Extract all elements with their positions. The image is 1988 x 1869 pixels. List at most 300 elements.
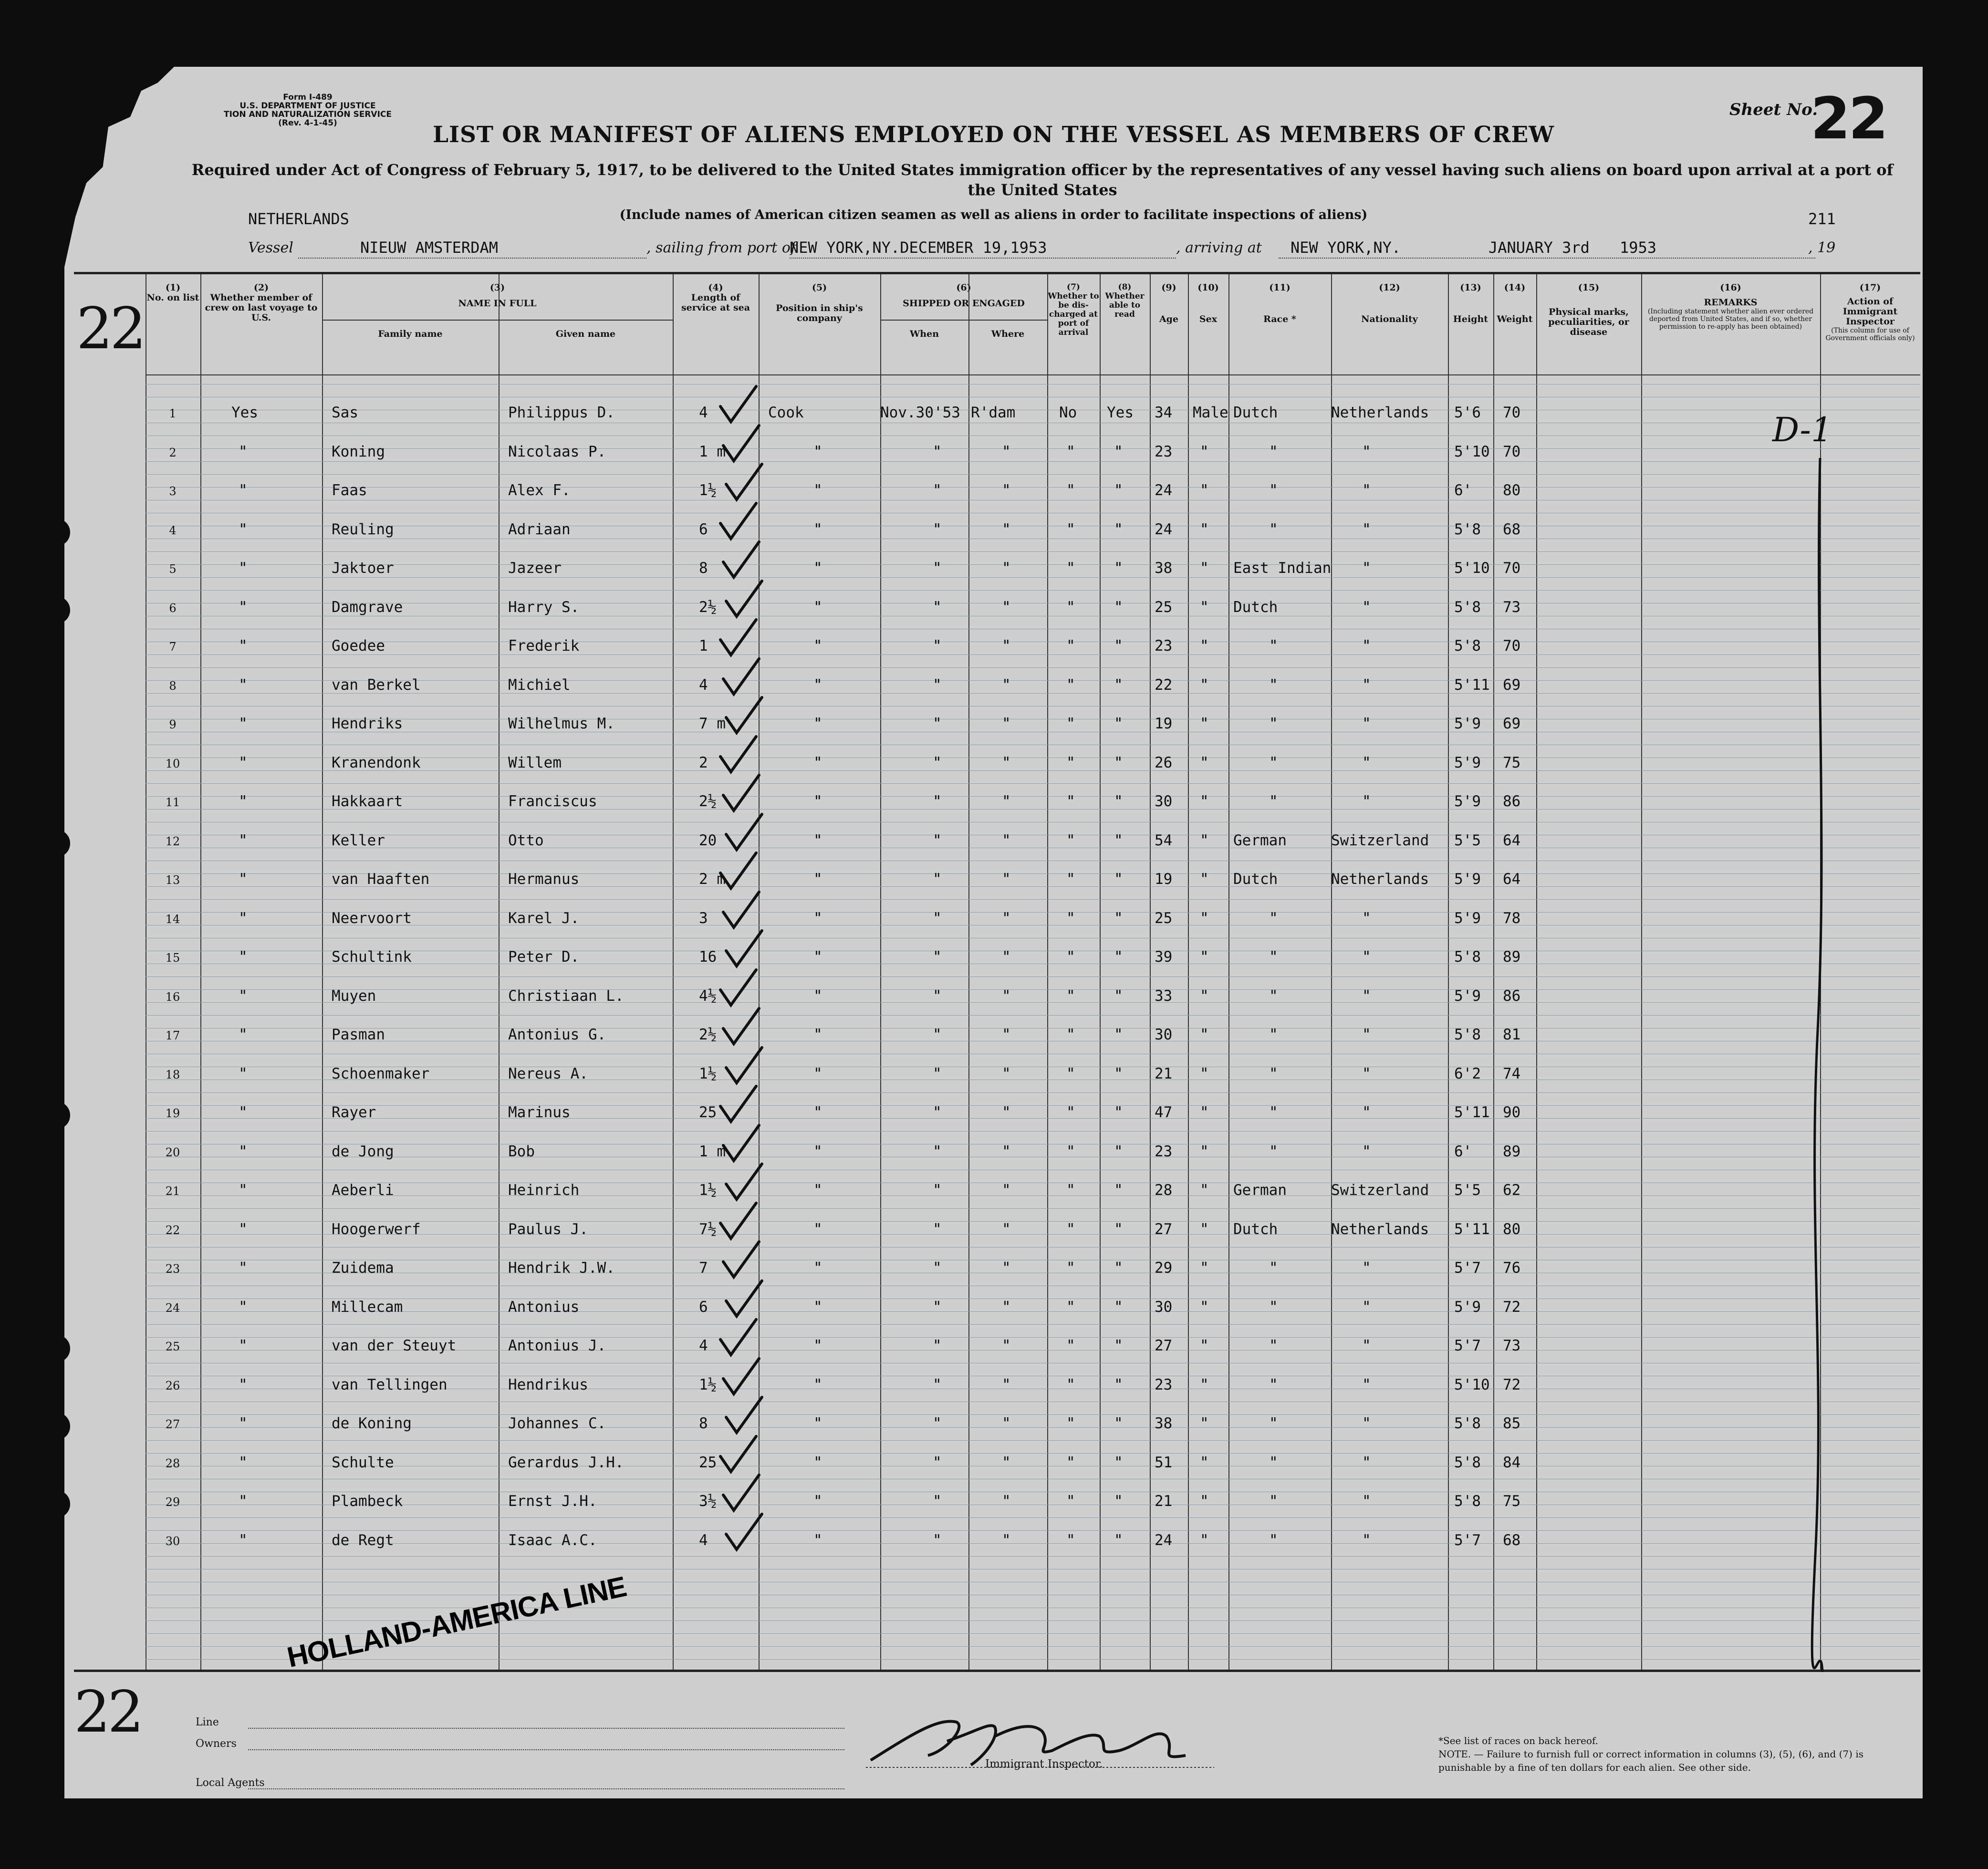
cell-service: 1½ <box>699 482 717 499</box>
vessel-underline <box>298 258 646 259</box>
column-rule <box>1047 274 1048 1670</box>
cell-nationality: " <box>1362 482 1371 499</box>
header-col-11-num: (11) <box>1269 282 1291 293</box>
cell-where: " <box>1002 1065 1011 1082</box>
cell-discharged: " <box>1066 443 1075 460</box>
cell-service: 1½ <box>699 1182 717 1199</box>
sailing-label: , sailing from port of <box>646 239 796 256</box>
column-rule <box>1150 274 1151 1670</box>
cell-race: " <box>1269 715 1278 732</box>
cell-where: " <box>1002 1454 1011 1471</box>
cell-height: 5'11 <box>1454 676 1490 694</box>
binder-hole <box>64 1491 70 1517</box>
cell-age: 38 <box>1155 1415 1173 1432</box>
check-mark <box>716 1433 759 1475</box>
cell-read: " <box>1114 482 1123 499</box>
cell-sex: " <box>1200 1142 1209 1160</box>
manifest-sheet <box>64 67 1923 1798</box>
cell-read: Yes <box>1107 404 1134 421</box>
cell-nationality: " <box>1362 1415 1371 1432</box>
header-col-3 <box>322 283 673 309</box>
cell-race: " <box>1269 909 1278 927</box>
cell-age: 34 <box>1155 404 1173 421</box>
cell-where: " <box>1002 715 1011 732</box>
cell-height: 5'9 <box>1454 793 1481 810</box>
cell-nationality: " <box>1362 793 1371 810</box>
cell-family: Neervoort <box>332 909 412 927</box>
binder-hole <box>64 1413 70 1440</box>
header-rule <box>146 374 1920 375</box>
cell-age: 26 <box>1155 754 1173 771</box>
cell-read: " <box>1114 443 1123 460</box>
cell-age: 21 <box>1155 1493 1173 1510</box>
cell-position: " <box>813 520 822 538</box>
check-mark <box>718 422 761 465</box>
check-mark <box>716 1316 759 1359</box>
cell-when: " <box>933 831 942 849</box>
cell-given: Isaac A.C. <box>508 1531 597 1549</box>
binder-hole <box>64 597 70 623</box>
cell-read: " <box>1114 948 1123 966</box>
cell-nationality: Netherlands <box>1331 1220 1429 1238</box>
cell-when: " <box>933 1298 942 1316</box>
header-col-14-num: (14) <box>1504 282 1526 293</box>
cell-family: van Berkel <box>332 676 421 694</box>
cell-sex: " <box>1200 560 1209 577</box>
header-col-2-num: (2) <box>253 282 269 293</box>
cell-given: Gerardus J.H. <box>508 1454 624 1471</box>
cell-sex: " <box>1200 987 1209 1005</box>
cell-position: " <box>813 560 822 577</box>
cell-race: " <box>1269 1142 1278 1160</box>
cell-sex: " <box>1200 793 1209 810</box>
ruled-line <box>146 667 1920 668</box>
cell-nationality: " <box>1362 1298 1371 1316</box>
row-number: 12 <box>165 834 180 848</box>
cell-height: 5'6 <box>1454 404 1481 421</box>
header-col-17 <box>1820 283 1920 342</box>
cell-when: " <box>933 676 942 694</box>
cell-crew: " <box>239 754 248 771</box>
cell-crew: " <box>239 1531 248 1549</box>
cell-where: " <box>1002 1104 1011 1121</box>
row-number: 3 <box>169 485 177 498</box>
cell-crew: " <box>239 1454 248 1471</box>
check-mark <box>718 771 761 814</box>
cell-read: " <box>1114 871 1123 888</box>
ruled-line <box>146 1092 1920 1093</box>
cell-family: Hakkaart <box>332 793 403 810</box>
cell-when: " <box>933 1337 942 1354</box>
cell-where: " <box>1002 1493 1011 1510</box>
cell-service: 1½ <box>699 1376 717 1393</box>
column-rule <box>1536 274 1537 1670</box>
cell-weight: 72 <box>1503 1298 1521 1316</box>
cell-position: " <box>813 1415 822 1432</box>
cell-discharged: " <box>1066 1026 1075 1043</box>
cell-crew: " <box>239 1026 248 1043</box>
cell-race: " <box>1269 1415 1278 1432</box>
header-given-name: Given name <box>555 329 616 339</box>
cell-race: " <box>1269 637 1278 654</box>
cell-discharged: " <box>1066 793 1075 810</box>
header-col-16 <box>1641 283 1820 331</box>
header-col-12-num: (12) <box>1379 282 1400 293</box>
cell-given: Marinus <box>508 1104 571 1121</box>
header-col-14-label: Weight <box>1497 314 1533 324</box>
cell-age: 28 <box>1155 1182 1173 1199</box>
cell-race: German <box>1233 1182 1287 1199</box>
cell-where: " <box>1002 1298 1011 1316</box>
cell-position: " <box>813 1531 822 1549</box>
fine-note: NOTE. — Failure to furnish full or correct information in columns (3), (5), (6), and (7) is punishable by a fine of ten dollars for each alien. See other side. <box>1438 1748 1863 1773</box>
check-mark <box>718 888 761 931</box>
header-col-11-label: Race * <box>1263 314 1296 324</box>
cell-discharged: " <box>1066 1454 1075 1471</box>
header-col-8 <box>1100 283 1150 319</box>
cell-nationality: " <box>1362 1337 1371 1354</box>
cell-position: " <box>813 443 822 460</box>
cell-where: " <box>1002 637 1011 654</box>
cell-where: " <box>1002 443 1011 460</box>
cell-position: " <box>813 1142 822 1160</box>
agents-underline <box>248 1788 844 1789</box>
arrival-date: JANUARY 3rd <box>1488 239 1590 257</box>
cell-height: 5'9 <box>1454 1298 1481 1316</box>
cell-position: " <box>813 1026 822 1043</box>
check-mark <box>721 810 764 853</box>
arrival-year: 1953 <box>1620 239 1657 257</box>
cell-height: 5'11 <box>1454 1220 1490 1238</box>
cell-nationality: " <box>1362 1259 1371 1277</box>
row-number: 7 <box>169 640 177 654</box>
cell-crew: " <box>239 793 248 810</box>
column-rule <box>968 274 969 1670</box>
cell-height: 5'8 <box>1454 1415 1481 1432</box>
cell-age: 30 <box>1155 793 1173 810</box>
cell-service: 3 <box>699 909 708 927</box>
ruled-line <box>146 899 1920 900</box>
cell-read: " <box>1114 909 1123 927</box>
header-col-6-num: (6) <box>956 282 971 293</box>
header-col-14 <box>1493 283 1536 324</box>
cell-nationality: " <box>1362 443 1371 460</box>
cell-service: 7 m <box>699 715 726 732</box>
ruled-line <box>146 976 1920 977</box>
cell-discharged: " <box>1066 831 1075 849</box>
cell-nationality: " <box>1362 676 1371 694</box>
cell-discharged: " <box>1066 987 1075 1005</box>
header-col-9-label: Age <box>1159 314 1179 324</box>
row-number: 14 <box>165 912 180 926</box>
cell-when: " <box>933 1182 942 1199</box>
cell-height: 5'9 <box>1454 871 1481 888</box>
cell-where: " <box>1002 676 1011 694</box>
sheet-number: 22 <box>1811 86 1886 152</box>
row-number: 16 <box>165 990 180 1004</box>
cell-weight: 78 <box>1503 909 1521 927</box>
cell-service: 25 <box>699 1104 717 1121</box>
check-mark <box>718 538 761 581</box>
cell-read: " <box>1114 637 1123 654</box>
cell-crew: " <box>239 598 248 616</box>
cell-service: 2½ <box>699 793 717 810</box>
form-revision: (Rev. 4-1-45) <box>278 118 337 128</box>
cell-crew: " <box>239 1376 248 1393</box>
cell-weight: 85 <box>1503 1415 1521 1432</box>
header-col-15-label: Physical marks, peculiarities, or disease <box>1548 307 1629 337</box>
cell-weight: 75 <box>1503 754 1521 771</box>
cell-given: Antonius J. <box>508 1337 606 1354</box>
cell-given: Bob <box>508 1142 535 1160</box>
cell-given: Johannes C. <box>508 1415 606 1432</box>
row-number: 29 <box>165 1495 180 1509</box>
cell-family: Hoogerwerf <box>332 1220 421 1238</box>
cell-discharged: " <box>1066 1415 1075 1432</box>
cell-height: 5'8 <box>1454 1454 1481 1471</box>
department: U.S. DEPARTMENT OF JUSTICE <box>239 101 376 111</box>
cell-sex: " <box>1200 1376 1209 1393</box>
cell-height: 5'7 <box>1454 1259 1481 1277</box>
inspector-mark: D-1 <box>1772 410 1832 449</box>
cell-position: " <box>813 1337 822 1354</box>
cell-weight: 86 <box>1503 987 1521 1005</box>
cell-service: 2½ <box>699 1026 717 1043</box>
cell-nationality: " <box>1362 1376 1371 1393</box>
cell-race: " <box>1269 1065 1278 1082</box>
header-when: When <box>909 329 939 339</box>
cell-weight: 70 <box>1503 404 1521 421</box>
cell-family: van der Steuyt <box>332 1337 457 1354</box>
cell-service: 2½ <box>699 598 717 616</box>
cell-crew: " <box>239 1065 248 1082</box>
row-number: 22 <box>165 1223 180 1237</box>
header-col-16-num: (16) <box>1720 282 1741 293</box>
binder-hole <box>64 1335 70 1362</box>
check-mark <box>716 733 759 776</box>
column-rule <box>1228 274 1229 1670</box>
ruled-line <box>146 577 1920 578</box>
cell-service: 1 m <box>699 1142 726 1160</box>
cell-given: Antonius G. <box>508 1026 606 1043</box>
cell-given: Philippus D. <box>508 404 615 421</box>
cell-nationality: " <box>1362 1142 1371 1160</box>
cell-race: Dutch <box>1233 1220 1278 1238</box>
cell-service: 8 <box>699 1415 708 1432</box>
ruled-line <box>146 487 1920 488</box>
cell-crew: " <box>239 1220 248 1238</box>
cell-family: Muyen <box>332 987 376 1005</box>
ruled-line <box>146 1543 1920 1544</box>
cell-when: " <box>933 754 942 771</box>
ruled-line <box>146 461 1920 462</box>
cell-sex: " <box>1200 1531 1209 1549</box>
header-col-6-label: SHIPPED OR ENGAGED <box>903 298 1025 309</box>
cell-family: Jaktoer <box>332 560 394 577</box>
cell-sex: " <box>1200 1415 1209 1432</box>
cell-read: " <box>1114 1065 1123 1082</box>
cell-family: Koning <box>332 443 385 460</box>
cell-discharged: " <box>1066 1531 1075 1549</box>
cell-height: 5'10 <box>1454 443 1490 460</box>
cell-read: " <box>1114 1337 1123 1354</box>
ruled-line <box>146 1311 1920 1312</box>
cell-when: " <box>933 443 942 460</box>
row-number: 5 <box>169 562 177 576</box>
side-number-bottom: 22 <box>74 1679 141 1745</box>
header-col-4-label: Length of service at sea <box>681 292 750 313</box>
cell-family: Millecam <box>332 1298 403 1316</box>
cell-sex: " <box>1200 676 1209 694</box>
header-col-16-sub: (Including statement whether alien ever ordered deported from United States, and if so, whether permission to re-apply has been obtained) <box>1647 308 1814 331</box>
cell-age: 23 <box>1155 443 1173 460</box>
cell-when: " <box>933 871 942 888</box>
cell-sex: " <box>1200 637 1209 654</box>
cell-height: 5'9 <box>1454 909 1481 927</box>
column-rule <box>1493 274 1494 1670</box>
cell-where: " <box>1002 482 1011 499</box>
cell-height: 5'8 <box>1454 1026 1481 1043</box>
cell-position: " <box>813 1454 822 1471</box>
cell-sex: " <box>1200 1259 1209 1277</box>
cell-nationality: " <box>1362 909 1371 927</box>
cell-weight: 68 <box>1503 520 1521 538</box>
binder-hole <box>64 830 70 857</box>
ruled-line <box>146 448 1920 449</box>
cell-race: German <box>1233 831 1287 849</box>
header-col-10-num: (10) <box>1197 282 1219 293</box>
cell-age: 27 <box>1155 1337 1173 1354</box>
cell-age: 39 <box>1155 948 1173 966</box>
cell-service: 25 <box>699 1454 717 1471</box>
cell-height: 5'8 <box>1454 948 1481 966</box>
cell-sex: " <box>1200 1298 1209 1316</box>
row-number: 28 <box>165 1456 180 1470</box>
cell-crew: " <box>239 1104 248 1121</box>
ruled-line <box>146 1453 1920 1454</box>
cell-service: 4½ <box>699 987 717 1005</box>
cell-height: 5'9 <box>1454 754 1481 771</box>
cell-family: Sas <box>332 404 358 421</box>
cell-race: " <box>1269 1259 1278 1277</box>
cell-family: van Tellingen <box>332 1376 448 1393</box>
cell-service: 16 <box>699 948 717 966</box>
header-col-5-label: Position in ship's company <box>776 303 863 323</box>
cell-age: 23 <box>1155 1376 1173 1393</box>
cell-position: " <box>813 1376 822 1393</box>
cell-given: Alex F. <box>508 482 571 499</box>
cell-nationality: " <box>1362 948 1371 966</box>
cell-position: " <box>813 987 822 1005</box>
vessel-name: NIEUW AMSTERDAM <box>360 239 498 257</box>
cell-position: " <box>813 715 822 732</box>
cell-height: 5'7 <box>1454 1531 1481 1549</box>
cell-crew: Yes <box>231 404 258 421</box>
row-number: 10 <box>165 757 180 770</box>
cell-age: 23 <box>1155 1142 1173 1160</box>
cell-race: " <box>1269 520 1278 538</box>
cell-age: 51 <box>1155 1454 1173 1471</box>
cell-when: " <box>933 909 942 927</box>
cell-sex: " <box>1200 598 1209 616</box>
check-mark <box>721 694 764 737</box>
cell-crew: " <box>239 1182 248 1199</box>
row-number: 8 <box>169 679 177 693</box>
ruled-line <box>146 1195 1920 1196</box>
cell-crew: " <box>239 1298 248 1316</box>
cell-crew: " <box>239 831 248 849</box>
cell-height: 5'9 <box>1454 987 1481 1005</box>
check-mark <box>721 577 764 620</box>
cell-service: 7 <box>699 1259 708 1277</box>
cell-weight: 64 <box>1503 871 1521 888</box>
cell-nationality: " <box>1362 1531 1371 1549</box>
cell-sex: Male <box>1193 404 1228 421</box>
cell-crew: " <box>239 560 248 577</box>
cell-nationality: Switzerland <box>1331 1182 1429 1199</box>
cell-when: " <box>933 1493 942 1510</box>
cell-position: " <box>813 754 822 771</box>
cell-position: " <box>813 1259 822 1277</box>
cell-weight: 90 <box>1503 1104 1521 1121</box>
cell-given: Nicolaas P. <box>508 443 606 460</box>
cell-when: " <box>933 1454 942 1471</box>
cell-race: " <box>1269 443 1278 460</box>
cell-position: " <box>813 793 822 810</box>
check-mark <box>716 383 759 426</box>
cell-discharged: " <box>1066 1376 1075 1393</box>
cell-read: " <box>1114 1259 1123 1277</box>
cell-crew: " <box>239 715 248 732</box>
cell-age: 29 <box>1155 1259 1173 1277</box>
torn-corner <box>64 67 174 267</box>
cell-when: " <box>933 637 942 654</box>
header-col-6 <box>880 283 1047 309</box>
header-col-17-label: Action of Immigrant Inspector <box>1842 296 1898 327</box>
cell-when: " <box>933 1220 942 1238</box>
cell-service: 6 <box>699 520 708 538</box>
ruled-line <box>146 1530 1920 1531</box>
ruled-line <box>146 564 1920 565</box>
cell-discharged: No <box>1059 404 1077 421</box>
cell-given: Harry S. <box>508 598 580 616</box>
cell-family: Pasman <box>332 1026 385 1043</box>
cell-family: Kranendonk <box>332 754 421 771</box>
cell-when: " <box>933 560 942 577</box>
cell-weight: 80 <box>1503 1220 1521 1238</box>
cell-race: " <box>1269 1531 1278 1549</box>
arriving-label: , arriving at <box>1176 239 1262 256</box>
cell-crew: " <box>239 482 248 499</box>
cell-read: " <box>1114 676 1123 694</box>
row-number: 15 <box>165 951 180 965</box>
header-family-name: Family name <box>378 329 443 339</box>
cell-discharged: " <box>1066 754 1075 771</box>
cell-where: " <box>1002 1531 1011 1549</box>
arriving-at: NEW YORK,NY. <box>1291 239 1401 257</box>
ruled-line <box>146 1015 1920 1016</box>
header-col-9-num: (9) <box>1161 282 1176 293</box>
cell-crew: " <box>239 443 248 460</box>
cell-family: de Koning <box>332 1415 412 1432</box>
header-col-7-label: Whether to be dis-charged at port of arrival <box>1048 291 1099 337</box>
cell-discharged: " <box>1066 1065 1075 1082</box>
check-mark <box>718 1121 761 1164</box>
cell-when: " <box>933 482 942 499</box>
column-rule <box>1448 274 1449 1670</box>
header-col-1-num: (1) <box>165 282 181 293</box>
check-mark <box>721 927 764 970</box>
